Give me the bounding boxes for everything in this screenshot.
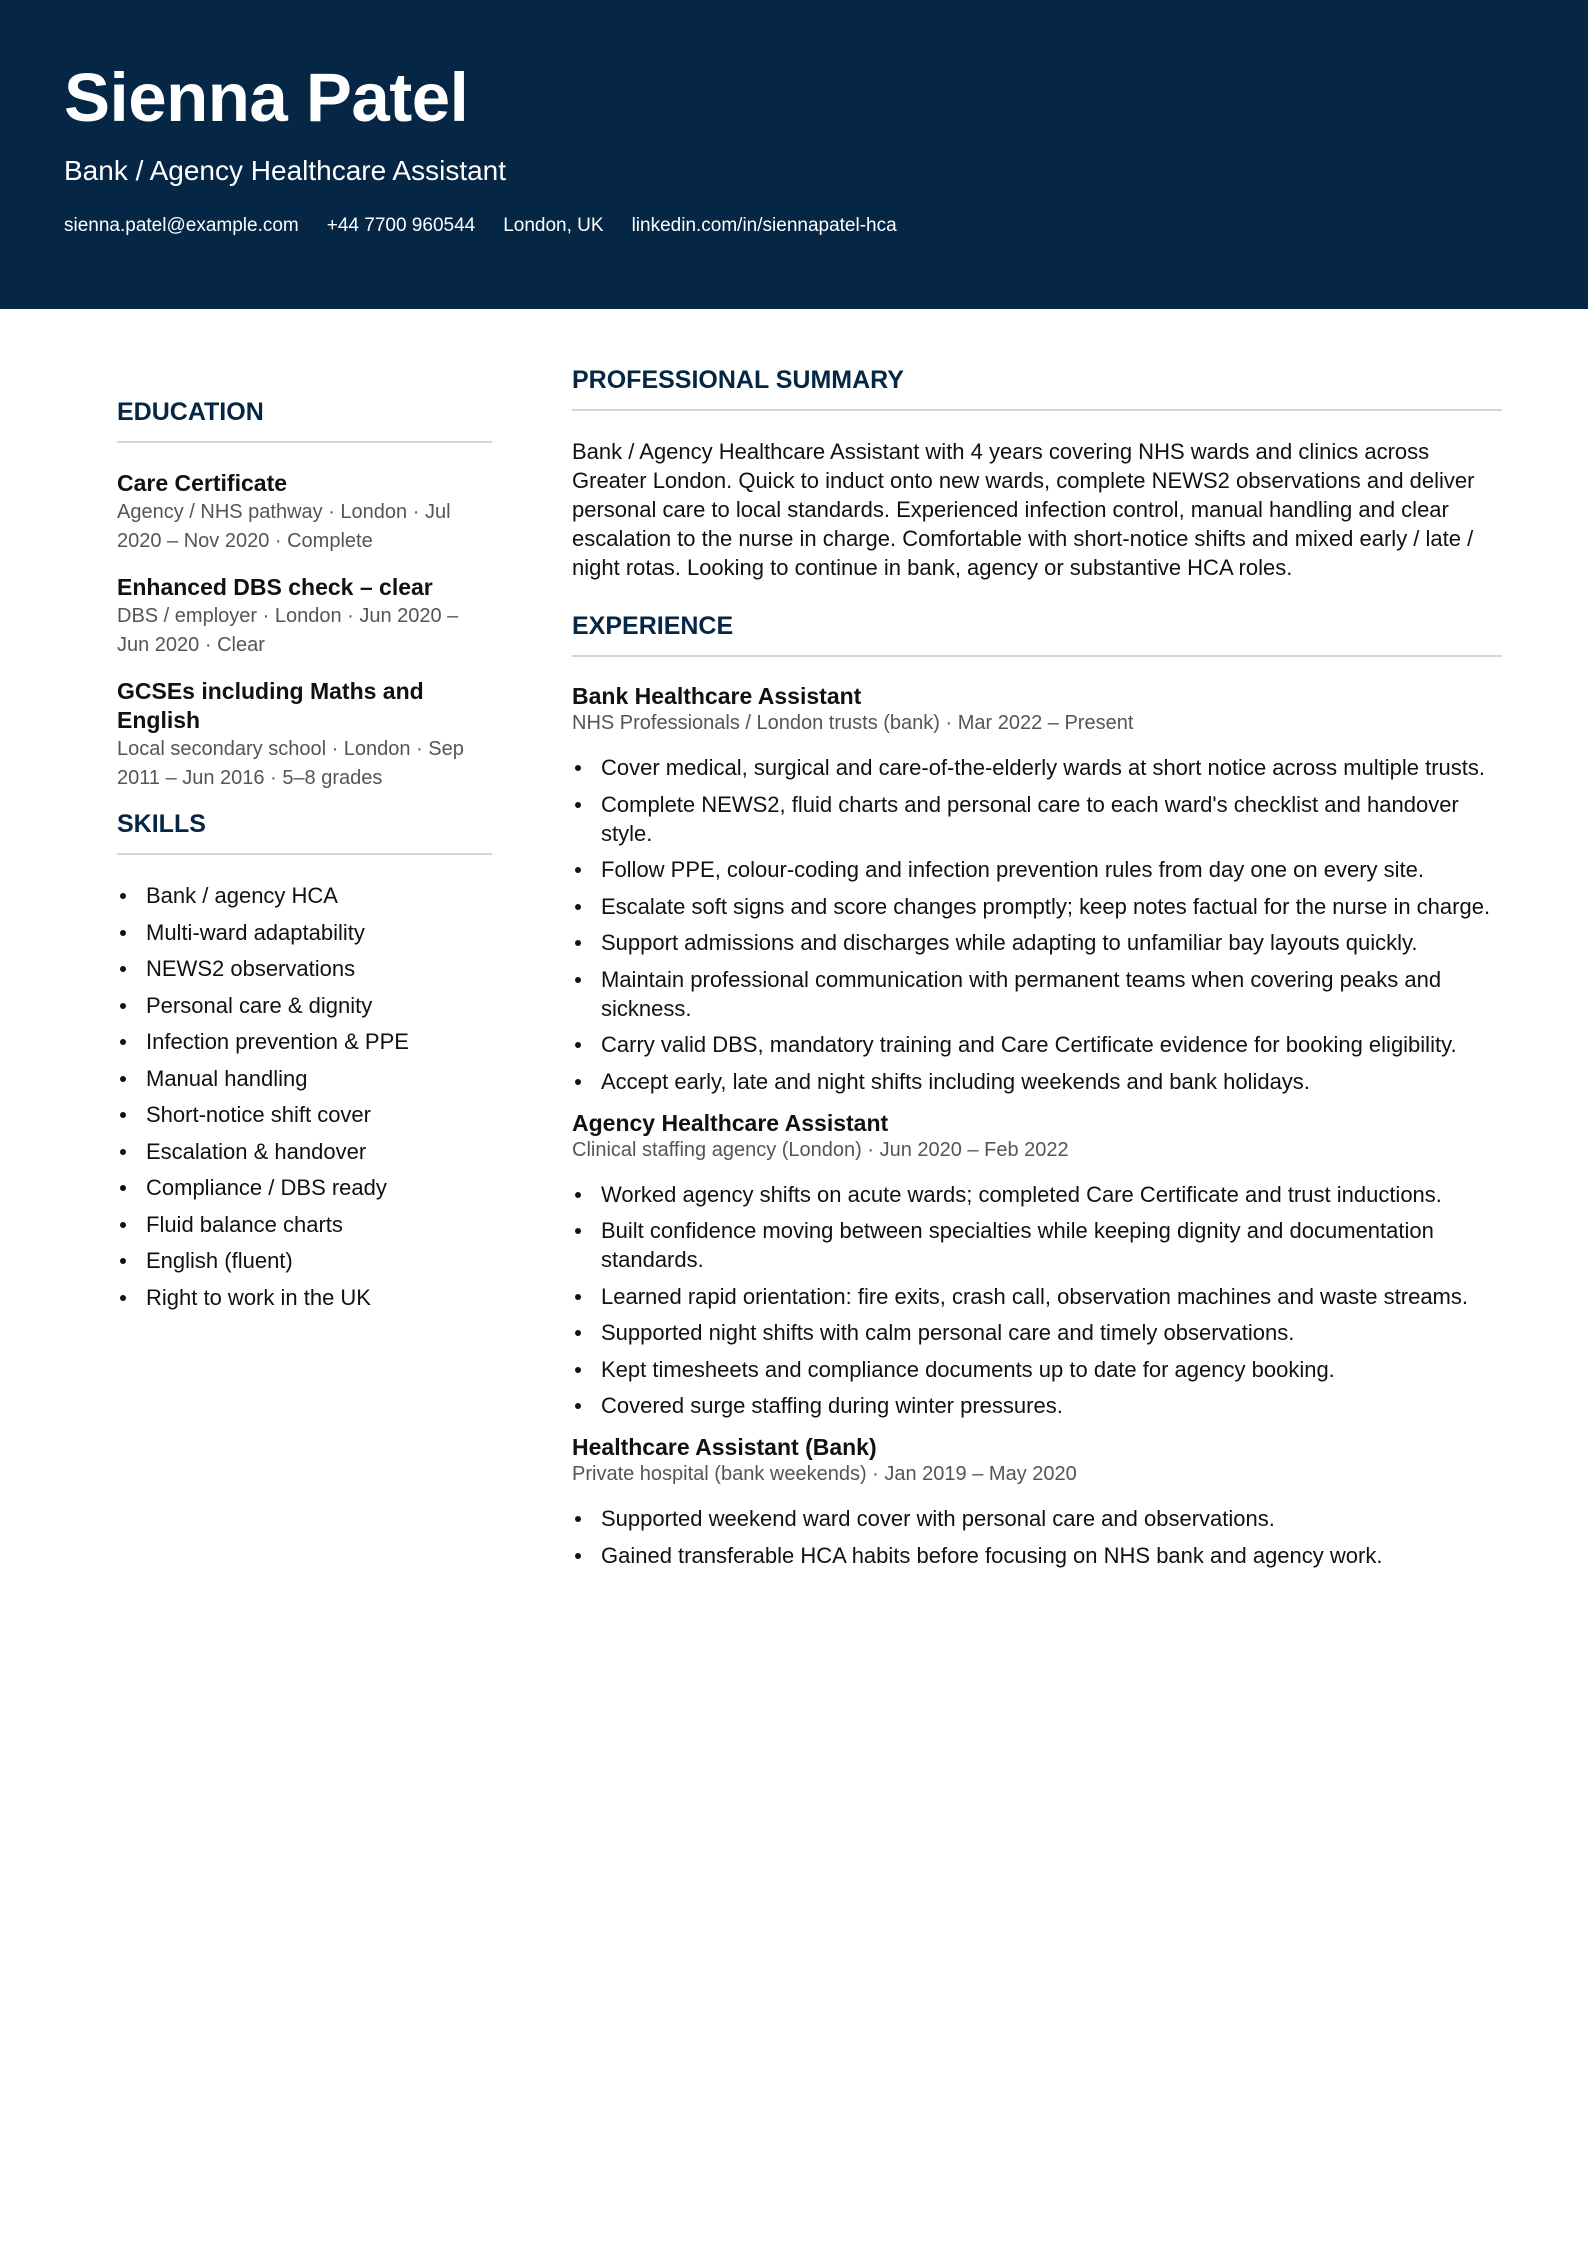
candidate-title: Bank / Agency Healthcare Assistant — [64, 155, 507, 186]
skill-item: NEWS2 observations — [117, 954, 492, 983]
summary-heading: PROFESSIONAL SUMMARY — [572, 366, 1502, 411]
job-bullet: Follow PPE, colour-coding and infection prevention rules from day one on every site. — [572, 855, 1502, 884]
job-bullet: Maintain professional communication with permanent teams when covering peaks and sickness. — [572, 965, 1502, 1023]
experience-entry — [572, 683, 1502, 1096]
education-title: Enhanced DBS check – clear — [117, 574, 433, 600]
education-item — [117, 469, 492, 556]
job-bullet: Built confidence moving between specialties while keeping dignity and documentation standards. — [572, 1216, 1502, 1274]
education-title: GCSEs including Maths and English — [117, 678, 424, 733]
candidate-name: Sienna Patel — [64, 59, 469, 136]
skill-item: English (fluent) — [117, 1246, 492, 1275]
job-bullet: Complete NEWS2, fluid charts and personal care to each ward's checklist and handover style. — [572, 790, 1502, 848]
education-detail: Local secondary school · London · Sep 2011 – Jun 2016 · 5–8 grades — [117, 738, 464, 789]
skill-item: Manual handling — [117, 1064, 492, 1093]
job-bullets — [572, 1504, 1502, 1570]
job-bullet: Support admissions and discharges while adapting to unfamiliar bay layouts quickly. — [572, 928, 1502, 957]
right-column — [572, 366, 1502, 1584]
job-bullet: Worked agency shifts on acute wards; completed Care Certificate and trust inductions. — [572, 1180, 1502, 1209]
experience-heading-wrap — [572, 612, 1502, 657]
skill-item: Infection prevention & PPE — [117, 1027, 492, 1056]
education-item — [117, 677, 492, 793]
education-title: Care Certificate — [117, 470, 288, 496]
contact-bar — [64, 215, 897, 237]
experience-entry — [572, 1434, 1502, 1570]
job-bullet: Learned rapid orientation: fire exits, crash call, observation machines and waste streams. — [572, 1282, 1502, 1311]
job-bullets — [572, 753, 1502, 1096]
experience-entry — [572, 1110, 1502, 1421]
skills-list — [117, 881, 492, 1312]
contact-linkedin: linkedin.com/in/siennapatel-hca — [631, 215, 897, 236]
education-detail: DBS / employer · London · Jun 2020 – Jun 2020 · Clear — [117, 605, 459, 656]
skills-heading: SKILLS — [117, 810, 492, 855]
job-detail: Private hospital (bank weekends) · Jan 2019 – May 2020 — [572, 1463, 1077, 1485]
skill-item: Escalation & handover — [117, 1137, 492, 1166]
contact-phone: +44 7700 960544 — [326, 215, 476, 236]
education-detail: Agency / NHS pathway · London · Jul 2020 – Nov 2020 · Complete — [117, 501, 451, 552]
summary-text: Bank / Agency Healthcare Assistant with 4 years covering NHS wards and clinics across Greater London. Quick to induct onto new wards, complete NEWS2 observations and deliver personal care to local standards. Experienced infection control, manual handling and clear escalation to the nurse in charge. Comfortable with short-notice shifts and mixed early / late / night rotas. Looking to continue in bank, agency or substantive HCA roles. — [572, 439, 1475, 580]
job-title: Healthcare Assistant (Bank) — [572, 1434, 877, 1460]
skill-item: Right to work in the UK — [117, 1283, 492, 1312]
skill-item: Personal care & dignity — [117, 991, 492, 1020]
job-title: Agency Healthcare Assistant — [572, 1109, 889, 1136]
contact-location: London, UK — [503, 215, 604, 236]
job-title: Bank Healthcare Assistant — [572, 683, 862, 709]
job-bullet: Supported night shifts with calm personal care and timely observations. — [572, 1318, 1502, 1347]
contact-email: sienna.patel@example.com — [64, 215, 299, 236]
job-bullet: Gained transferable HCA habits before focusing on NHS bank and agency work. — [572, 1541, 1502, 1570]
skill-item: Multi-ward adaptability — [117, 918, 492, 947]
job-bullet: Covered surge staffing during winter pressures. — [572, 1391, 1502, 1420]
job-bullet: Carry valid DBS, mandatory training and Care Certificate evidence for booking eligibility. — [572, 1030, 1502, 1059]
resume-header — [0, 0, 1588, 309]
left-column — [117, 398, 492, 1319]
job-detail: NHS Professionals / London trusts (bank) · Mar 2022 – Present — [572, 712, 1134, 734]
job-bullet: Accept early, late and night shifts including weekends and bank holidays. — [572, 1067, 1502, 1096]
skill-item: Bank / agency HCA — [117, 881, 492, 910]
job-bullet: Cover medical, surgical and care-of-the-elderly wards at short notice across multiple trusts. — [572, 753, 1502, 782]
job-bullet: Escalate soft signs and score changes promptly; keep notes factual for the nurse in charge. — [572, 892, 1502, 921]
job-detail: Clinical staffing agency (London) · Jun 2020 – Feb 2022 — [572, 1138, 1069, 1161]
education-heading: EDUCATION — [117, 398, 492, 443]
experience-heading: EXPERIENCE — [572, 612, 1502, 657]
job-bullet: Supported weekend ward cover with personal care and observations. — [572, 1504, 1502, 1533]
skill-item: Fluid balance charts — [117, 1210, 492, 1239]
education-item — [117, 573, 492, 660]
job-bullets — [572, 1180, 1502, 1421]
skill-item: Short-notice shift cover — [117, 1100, 492, 1129]
job-bullet: Kept timesheets and compliance documents up to date for agency booking. — [572, 1355, 1502, 1384]
skill-item: Compliance / DBS ready — [117, 1173, 492, 1202]
